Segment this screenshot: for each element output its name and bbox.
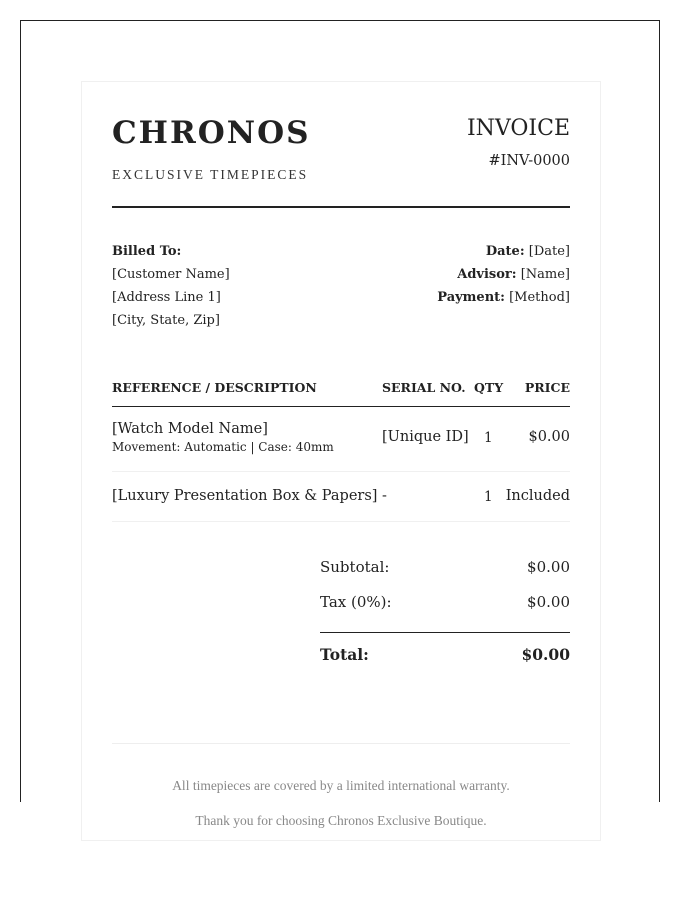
date-label: Date:: [485, 244, 525, 259]
warranty-note: All timepieces are covered by a limited international warranty.: [172, 778, 510, 793]
page-frame: [20, 20, 660, 828]
header-price: PRICE: [524, 380, 570, 395]
table-header: [112, 376, 570, 407]
item-price: $0.00: [528, 429, 570, 445]
payment-value: [Method]: [509, 290, 570, 305]
header-divider: [112, 206, 570, 208]
date-line: [437, 240, 570, 263]
total-value: $0.00: [521, 645, 570, 664]
invoice-number: #INV-0000: [488, 153, 570, 169]
total-label: Total:: [320, 645, 369, 664]
city-state-zip: [City, State, Zip]: [112, 313, 220, 328]
subtotal-value: $0.00: [527, 558, 570, 576]
advisor-value: [Name]: [520, 267, 570, 282]
table-row: [112, 472, 570, 522]
billed-to-label: Billed To:: [112, 244, 182, 259]
tax-value: $0.00: [527, 593, 570, 611]
invoice-sheet: [81, 81, 601, 841]
item-qty: 1: [484, 489, 493, 505]
header-serial: SERIAL NO.: [382, 380, 466, 395]
payment-line: [437, 286, 570, 309]
invoice-title: INVOICE: [466, 116, 570, 141]
item-description: [Watch Model Name]: [112, 421, 268, 437]
company-name: CHRONOS: [112, 115, 311, 151]
subtotal-label: Subtotal:: [320, 558, 390, 576]
company-tagline: EXCLUSIVE TIMEPIECES: [112, 167, 309, 182]
item-price: Included: [505, 488, 570, 504]
date-value: [Date]: [528, 244, 570, 259]
billed-to-block: [112, 240, 230, 332]
payment-label: Payment:: [437, 290, 505, 305]
item-description: [Luxury Presentation Box & Papers]: [112, 488, 378, 504]
invoice-meta-block: [437, 240, 570, 309]
tax-label: Tax (0%):: [320, 593, 392, 611]
advisor-label: Advisor:: [457, 267, 517, 282]
item-detail: Movement: Automatic | Case: 40mm: [112, 440, 334, 454]
advisor-line: [437, 263, 570, 286]
footer-divider: [112, 743, 570, 744]
table-row: [112, 407, 570, 472]
thank-you-note: Thank you for choosing Chronos Exclusive Boutique.: [195, 813, 487, 828]
item-serial: [Unique ID]: [382, 429, 469, 445]
header-qty: QTY: [474, 380, 504, 395]
total-divider: [320, 632, 570, 633]
header-description: REFERENCE / DESCRIPTION: [112, 380, 317, 395]
address-line: [Address Line 1]: [112, 290, 221, 305]
item-serial: -: [382, 488, 387, 504]
totals-block: [320, 558, 570, 678]
item-qty: 1: [484, 430, 493, 446]
customer-name: [Customer Name]: [112, 267, 230, 282]
